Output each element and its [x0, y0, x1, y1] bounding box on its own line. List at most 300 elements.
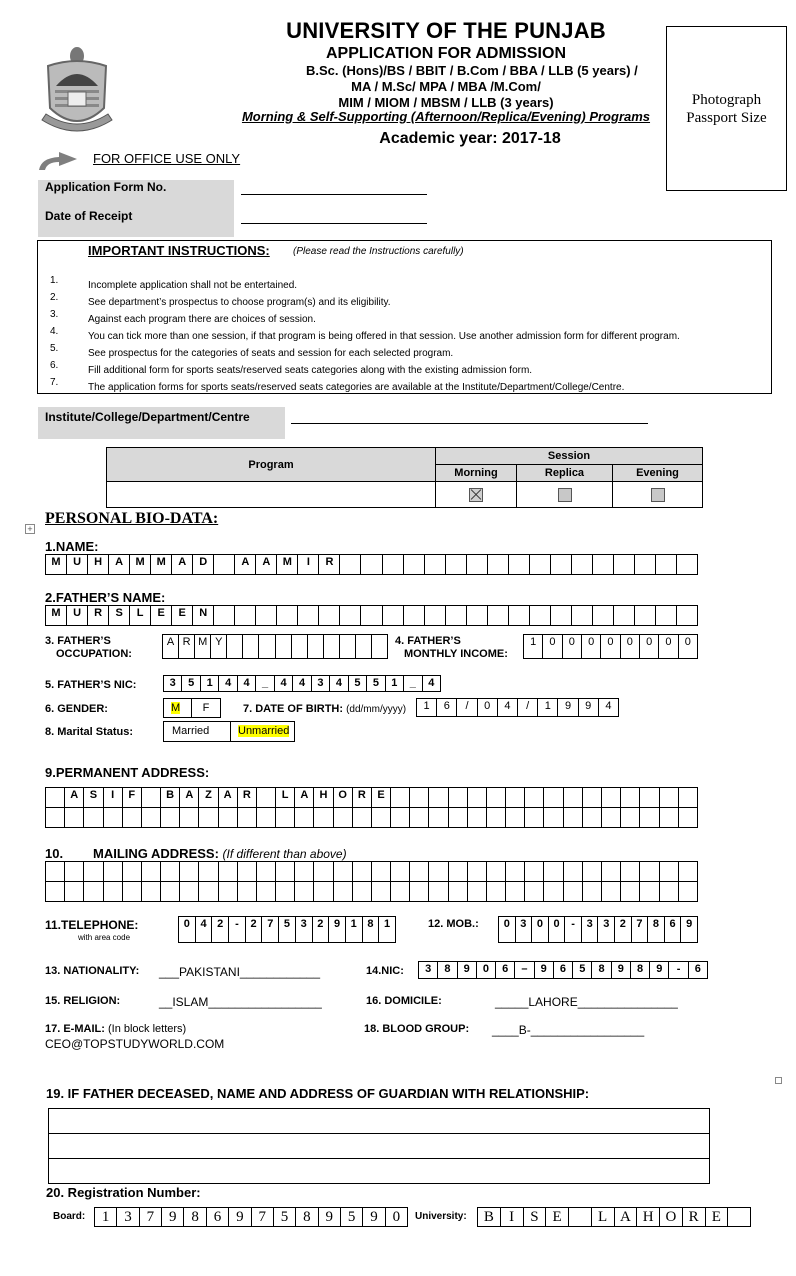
char-cell[interactable]: 6: [554, 962, 573, 978]
char-cell[interactable]: R: [353, 788, 372, 807]
char-cell[interactable]: A: [163, 635, 179, 658]
char-cell[interactable]: 4: [599, 699, 619, 716]
char-cell[interactable]: [602, 882, 621, 901]
char-cell[interactable]: 5: [279, 917, 296, 942]
char-cell[interactable]: [243, 635, 259, 658]
char-cell[interactable]: 9: [458, 962, 477, 978]
char-cell[interactable]: U: [67, 606, 88, 625]
char-cell[interactable]: [257, 862, 276, 881]
char-cell[interactable]: 9: [558, 699, 578, 716]
char-cell[interactable]: [525, 882, 544, 901]
char-cell[interactable]: Y: [211, 635, 227, 658]
char-cell[interactable]: [161, 862, 180, 881]
char-cell[interactable]: 8: [631, 962, 650, 978]
char-cell[interactable]: R: [88, 606, 109, 625]
char-cell[interactable]: L: [592, 1208, 615, 1226]
char-cell[interactable]: M: [277, 555, 298, 574]
char-cell[interactable]: [372, 862, 391, 881]
char-cell[interactable]: [180, 882, 199, 901]
char-cell[interactable]: 0: [179, 917, 196, 942]
char-cell[interactable]: [391, 862, 410, 881]
char-cell[interactable]: [446, 555, 467, 574]
char-cell[interactable]: M: [130, 555, 151, 574]
guardian-line-1[interactable]: [49, 1109, 709, 1134]
mailing-address-line-2[interactable]: [45, 881, 698, 902]
char-cell[interactable]: [525, 788, 544, 807]
char-cell[interactable]: H: [88, 555, 109, 574]
mobile-field[interactable]: [498, 916, 698, 943]
char-cell[interactable]: -: [229, 917, 246, 942]
char-cell[interactable]: [372, 882, 391, 901]
char-cell[interactable]: 0: [621, 635, 640, 658]
char-cell[interactable]: [219, 882, 238, 901]
char-cell[interactable]: 4: [293, 676, 311, 691]
char-cell[interactable]: [564, 882, 583, 901]
char-cell[interactable]: 0: [563, 635, 582, 658]
char-cell[interactable]: 0: [659, 635, 678, 658]
char-cell[interactable]: R: [683, 1208, 706, 1226]
char-cell[interactable]: N: [193, 606, 214, 625]
char-cell[interactable]: [449, 808, 468, 827]
telephone-field[interactable]: [178, 916, 396, 943]
char-cell[interactable]: [488, 606, 509, 625]
char-cell[interactable]: [238, 882, 257, 901]
char-cell[interactable]: [361, 606, 382, 625]
guardian-line-2[interactable]: [49, 1134, 709, 1159]
char-cell[interactable]: A: [172, 555, 193, 574]
char-cell[interactable]: [314, 862, 333, 881]
char-cell[interactable]: 6: [496, 962, 515, 978]
char-cell[interactable]: [679, 808, 698, 827]
dob-field[interactable]: [416, 698, 619, 717]
char-cell[interactable]: [425, 606, 446, 625]
char-cell[interactable]: [621, 788, 640, 807]
char-cell[interactable]: [319, 606, 340, 625]
char-cell[interactable]: I: [104, 788, 123, 807]
father-name-field[interactable]: [45, 605, 698, 626]
char-cell[interactable]: [525, 808, 544, 827]
char-cell[interactable]: 7: [632, 917, 649, 942]
char-cell[interactable]: [468, 808, 487, 827]
char-cell[interactable]: O: [334, 788, 353, 807]
char-cell[interactable]: [353, 862, 372, 881]
char-cell[interactable]: A: [256, 555, 277, 574]
char-cell[interactable]: [46, 882, 65, 901]
father-nic-field[interactable]: [163, 675, 441, 692]
char-cell[interactable]: [583, 808, 602, 827]
char-cell[interactable]: 0: [478, 699, 498, 716]
char-cell[interactable]: [199, 808, 218, 827]
char-cell[interactable]: [640, 808, 659, 827]
char-cell[interactable]: 7: [140, 1208, 162, 1226]
permanent-address-line-2[interactable]: [45, 807, 698, 828]
char-cell[interactable]: 2: [246, 917, 263, 942]
char-cell[interactable]: 5: [341, 1208, 363, 1226]
char-cell[interactable]: [572, 606, 593, 625]
char-cell[interactable]: 9: [162, 1208, 184, 1226]
char-cell[interactable]: 4: [423, 676, 441, 691]
char-cell[interactable]: [340, 555, 361, 574]
program-input[interactable]: [107, 482, 436, 508]
char-cell[interactable]: R: [238, 788, 257, 807]
char-cell[interactable]: 9: [650, 962, 669, 978]
char-cell[interactable]: [65, 882, 84, 901]
char-cell[interactable]: [256, 606, 277, 625]
char-cell[interactable]: /: [457, 699, 477, 716]
char-cell[interactable]: [487, 862, 506, 881]
char-cell[interactable]: B: [478, 1208, 501, 1226]
char-cell[interactable]: [334, 882, 353, 901]
char-cell[interactable]: 6: [437, 699, 457, 716]
char-cell[interactable]: 0: [532, 917, 549, 942]
char-cell[interactable]: 4: [498, 699, 518, 716]
char-cell[interactable]: A: [65, 788, 84, 807]
char-cell[interactable]: [199, 862, 218, 881]
char-cell[interactable]: [509, 555, 530, 574]
char-cell[interactable]: [180, 862, 199, 881]
char-cell[interactable]: [660, 862, 679, 881]
char-cell[interactable]: [410, 808, 429, 827]
char-cell[interactable]: S: [524, 1208, 547, 1226]
char-cell[interactable]: [583, 862, 602, 881]
char-cell[interactable]: 8: [363, 917, 380, 942]
char-cell[interactable]: [564, 862, 583, 881]
nic-field[interactable]: [418, 961, 708, 979]
char-cell[interactable]: 9: [319, 1208, 341, 1226]
char-cell[interactable]: [324, 635, 340, 658]
char-cell[interactable]: [569, 1208, 592, 1226]
char-cell[interactable]: I: [501, 1208, 524, 1226]
char-cell[interactable]: [84, 808, 103, 827]
char-cell[interactable]: 3: [164, 676, 182, 691]
char-cell[interactable]: 3: [312, 676, 330, 691]
char-cell[interactable]: S: [84, 788, 103, 807]
char-cell[interactable]: 3: [117, 1208, 139, 1226]
char-cell[interactable]: [391, 882, 410, 901]
char-cell[interactable]: 4: [275, 676, 293, 691]
char-cell[interactable]: 1: [201, 676, 219, 691]
char-cell[interactable]: [660, 788, 679, 807]
char-cell[interactable]: L: [130, 606, 151, 625]
university-registration-field[interactable]: [477, 1207, 751, 1227]
char-cell[interactable]: [214, 555, 235, 574]
char-cell[interactable]: _: [256, 676, 274, 691]
board-registration-field[interactable]: [94, 1207, 408, 1227]
char-cell[interactable]: 2: [212, 917, 229, 942]
char-cell[interactable]: [656, 606, 677, 625]
father-income-field[interactable]: [523, 634, 698, 659]
char-cell[interactable]: 3: [516, 917, 533, 942]
char-cell[interactable]: -: [669, 962, 688, 978]
char-cell[interactable]: /: [518, 699, 538, 716]
char-cell[interactable]: S: [109, 606, 130, 625]
char-cell[interactable]: [660, 808, 679, 827]
email-value[interactable]: CEO@TOPSTUDYWORLD.COM: [45, 1037, 225, 1051]
char-cell[interactable]: M: [195, 635, 211, 658]
char-cell[interactable]: E: [372, 788, 391, 807]
char-cell[interactable]: [340, 606, 361, 625]
char-cell[interactable]: [551, 555, 572, 574]
evening-checkbox[interactable]: [651, 488, 665, 502]
char-cell[interactable]: [372, 635, 388, 658]
char-cell[interactable]: [142, 882, 161, 901]
char-cell[interactable]: [635, 555, 656, 574]
char-cell[interactable]: [404, 555, 425, 574]
char-cell[interactable]: 9: [579, 699, 599, 716]
char-cell[interactable]: [593, 555, 614, 574]
char-cell[interactable]: 1: [346, 917, 363, 942]
char-cell[interactable]: [487, 788, 506, 807]
char-cell[interactable]: [506, 808, 525, 827]
char-cell[interactable]: [583, 788, 602, 807]
char-cell[interactable]: [640, 788, 659, 807]
char-cell[interactable]: 5: [349, 676, 367, 691]
char-cell[interactable]: [506, 788, 525, 807]
gender-option-f[interactable]: F: [202, 702, 210, 714]
char-cell[interactable]: [46, 862, 65, 881]
char-cell[interactable]: H: [637, 1208, 660, 1226]
char-cell[interactable]: [104, 862, 123, 881]
char-cell[interactable]: M: [151, 555, 172, 574]
char-cell[interactable]: [467, 555, 488, 574]
char-cell[interactable]: [219, 862, 238, 881]
char-cell[interactable]: Z: [199, 788, 218, 807]
char-cell[interactable]: [468, 788, 487, 807]
char-cell[interactable]: [429, 808, 448, 827]
char-cell[interactable]: 2: [313, 917, 330, 942]
char-cell[interactable]: 1: [417, 699, 437, 716]
char-cell[interactable]: [583, 882, 602, 901]
char-cell[interactable]: [259, 635, 275, 658]
char-cell[interactable]: [292, 635, 308, 658]
char-cell[interactable]: 8: [438, 962, 457, 978]
char-cell[interactable]: [123, 882, 142, 901]
char-cell[interactable]: [356, 635, 372, 658]
char-cell[interactable]: E: [172, 606, 193, 625]
char-cell[interactable]: [544, 788, 563, 807]
char-cell[interactable]: [410, 788, 429, 807]
religion-value[interactable]: __ISLAM_________________: [159, 995, 322, 1009]
char-cell[interactable]: 1: [538, 699, 558, 716]
mailing-address-line-1[interactable]: [45, 861, 698, 882]
char-cell[interactable]: [572, 555, 593, 574]
char-cell[interactable]: [334, 862, 353, 881]
char-cell[interactable]: D: [193, 555, 214, 574]
char-cell[interactable]: 4: [330, 676, 348, 691]
char-cell[interactable]: [238, 808, 257, 827]
char-cell[interactable]: [142, 808, 161, 827]
char-cell[interactable]: [180, 808, 199, 827]
char-cell[interactable]: [614, 555, 635, 574]
char-cell[interactable]: 5: [573, 962, 592, 978]
char-cell[interactable]: 5: [274, 1208, 296, 1226]
char-cell[interactable]: [238, 862, 257, 881]
char-cell[interactable]: [235, 606, 256, 625]
char-cell[interactable]: [640, 882, 659, 901]
char-cell[interactable]: 0: [386, 1208, 408, 1226]
char-cell[interactable]: [679, 788, 698, 807]
char-cell[interactable]: 0: [640, 635, 659, 658]
char-cell[interactable]: 7: [262, 917, 279, 942]
char-cell[interactable]: 4: [219, 676, 237, 691]
char-cell[interactable]: [391, 808, 410, 827]
char-cell[interactable]: [314, 882, 333, 901]
char-cell[interactable]: 0: [477, 962, 496, 978]
char-cell[interactable]: 8: [648, 917, 665, 942]
char-cell[interactable]: [161, 808, 180, 827]
char-cell[interactable]: [449, 862, 468, 881]
char-cell[interactable]: [276, 808, 295, 827]
char-cell[interactable]: [84, 862, 103, 881]
char-cell[interactable]: 2: [615, 917, 632, 942]
char-cell[interactable]: [506, 882, 525, 901]
char-cell[interactable]: [602, 862, 621, 881]
char-cell[interactable]: L: [276, 788, 295, 807]
char-cell[interactable]: 9: [612, 962, 631, 978]
char-cell[interactable]: [65, 808, 84, 827]
char-cell[interactable]: 1: [386, 676, 404, 691]
char-cell[interactable]: [728, 1208, 751, 1226]
char-cell[interactable]: [679, 862, 698, 881]
char-cell[interactable]: [449, 788, 468, 807]
char-cell[interactable]: [46, 808, 65, 827]
char-cell[interactable]: [84, 882, 103, 901]
permanent-address-line-1[interactable]: [45, 787, 698, 808]
char-cell[interactable]: 8: [296, 1208, 318, 1226]
char-cell[interactable]: [404, 606, 425, 625]
father-occupation-field[interactable]: [162, 634, 388, 659]
char-cell[interactable]: [530, 555, 551, 574]
char-cell[interactable]: 9: [329, 917, 346, 942]
char-cell[interactable]: 8: [592, 962, 611, 978]
char-cell[interactable]: [298, 606, 319, 625]
char-cell[interactable]: A: [235, 555, 256, 574]
char-cell[interactable]: [551, 606, 572, 625]
char-cell[interactable]: [614, 606, 635, 625]
char-cell[interactable]: [640, 862, 659, 881]
char-cell[interactable]: [679, 882, 698, 901]
char-cell[interactable]: 4: [238, 676, 256, 691]
char-cell[interactable]: [199, 882, 218, 901]
char-cell[interactable]: [257, 788, 276, 807]
char-cell[interactable]: F: [123, 788, 142, 807]
gender-option-m[interactable]: M: [164, 699, 192, 717]
char-cell[interactable]: [621, 808, 640, 827]
char-cell[interactable]: [65, 862, 84, 881]
char-cell[interactable]: 1: [524, 635, 543, 658]
char-cell[interactable]: 0: [679, 635, 698, 658]
char-cell[interactable]: [487, 808, 506, 827]
char-cell[interactable]: [677, 555, 698, 574]
char-cell[interactable]: 9: [681, 917, 698, 942]
char-cell[interactable]: [123, 862, 142, 881]
char-cell[interactable]: [227, 635, 243, 658]
char-cell[interactable]: 3: [582, 917, 599, 942]
char-cell[interactable]: A: [219, 788, 238, 807]
char-cell[interactable]: [429, 882, 448, 901]
char-cell[interactable]: [593, 606, 614, 625]
char-cell[interactable]: [544, 862, 563, 881]
char-cell[interactable]: O: [660, 1208, 683, 1226]
char-cell[interactable]: A: [615, 1208, 638, 1226]
char-cell[interactable]: [295, 808, 314, 827]
char-cell[interactable]: [372, 808, 391, 827]
char-cell[interactable]: [161, 882, 180, 901]
char-cell[interactable]: [509, 606, 530, 625]
char-cell[interactable]: [488, 555, 509, 574]
char-cell[interactable]: 6: [207, 1208, 229, 1226]
char-cell[interactable]: [104, 808, 123, 827]
char-cell[interactable]: [383, 606, 404, 625]
char-cell[interactable]: [621, 862, 640, 881]
char-cell[interactable]: 0: [499, 917, 516, 942]
marital-option-married[interactable]: Married: [164, 722, 231, 741]
char-cell[interactable]: [425, 555, 446, 574]
char-cell[interactable]: U: [67, 555, 88, 574]
char-cell[interactable]: [104, 882, 123, 901]
char-cell[interactable]: [410, 862, 429, 881]
char-cell[interactable]: M: [46, 606, 67, 625]
char-cell[interactable]: [621, 882, 640, 901]
char-cell[interactable]: [353, 882, 372, 901]
char-cell[interactable]: E: [706, 1208, 729, 1226]
char-cell[interactable]: [219, 808, 238, 827]
char-cell[interactable]: A: [295, 788, 314, 807]
char-cell[interactable]: -: [565, 917, 582, 942]
char-cell[interactable]: 1: [379, 917, 396, 942]
date-of-receipt-field[interactable]: [241, 210, 427, 224]
char-cell[interactable]: 3: [419, 962, 438, 978]
char-cell[interactable]: [276, 635, 292, 658]
char-cell[interactable]: [410, 882, 429, 901]
char-cell[interactable]: [276, 882, 295, 901]
char-cell[interactable]: [314, 808, 333, 827]
char-cell[interactable]: 0: [582, 635, 601, 658]
domicile-value[interactable]: _____LAHORE_______________: [495, 995, 678, 1009]
char-cell[interactable]: E: [151, 606, 172, 625]
char-cell[interactable]: [308, 635, 324, 658]
char-cell[interactable]: [383, 555, 404, 574]
char-cell[interactable]: [257, 808, 276, 827]
char-cell[interactable]: A: [109, 555, 130, 574]
name-field[interactable]: [45, 554, 698, 575]
char-cell[interactable]: H: [314, 788, 333, 807]
char-cell[interactable]: [295, 882, 314, 901]
char-cell[interactable]: 5: [182, 676, 200, 691]
char-cell[interactable]: [295, 862, 314, 881]
char-cell[interactable]: [525, 862, 544, 881]
char-cell[interactable]: [353, 808, 372, 827]
char-cell[interactable]: 4: [196, 917, 213, 942]
char-cell[interactable]: [564, 788, 583, 807]
char-cell[interactable]: R: [179, 635, 195, 658]
char-cell[interactable]: _: [404, 676, 422, 691]
char-cell[interactable]: 6: [665, 917, 682, 942]
char-cell[interactable]: [530, 606, 551, 625]
char-cell[interactable]: [487, 882, 506, 901]
char-cell[interactable]: 7: [252, 1208, 274, 1226]
char-cell[interactable]: [46, 788, 65, 807]
char-cell[interactable]: 9: [363, 1208, 385, 1226]
institute-field[interactable]: [291, 410, 648, 424]
marital-option-unmarried[interactable]: Unmarried: [238, 725, 290, 737]
char-cell[interactable]: [276, 862, 295, 881]
char-cell[interactable]: 5: [367, 676, 385, 691]
char-cell[interactable]: 8: [184, 1208, 206, 1226]
char-cell[interactable]: R: [319, 555, 340, 574]
char-cell[interactable]: 9: [229, 1208, 251, 1226]
char-cell[interactable]: 6: [689, 962, 708, 978]
